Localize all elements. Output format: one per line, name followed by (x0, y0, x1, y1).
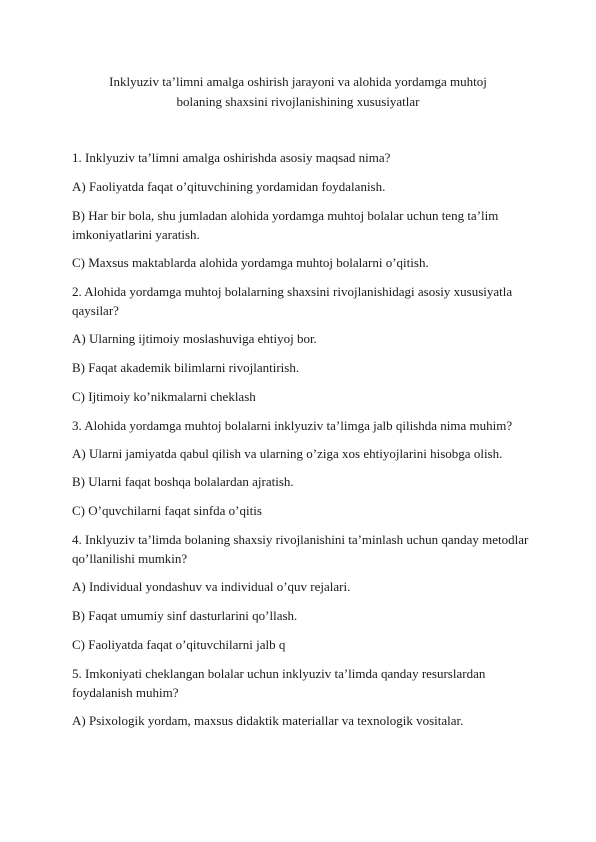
answer-1a: A) Faoliyatda faqat o’qituvchining yordamidan foydalanish. (72, 179, 386, 194)
question-2: 2. Alohida yordamga muhtoj bolalarning shaxsini rivojlanishidagi asosiy xususiyatla qaysilar? (72, 284, 513, 318)
question-5: 5. Imkoniyati cheklangan bolalar uchun inklyuziv ta’limda qanday resurslardan foydalanish muhim? (72, 666, 486, 700)
answer-3c: C) O’quvchilarni faqat sinfda o’qitis (72, 503, 262, 518)
answer-1c: C) Maxsus maktablarda alohida yordamga muhtoj bolalarni o’qitish. (72, 255, 429, 270)
title-line-1: Inklyuziv ta’limni amalga oshirish jarayoni va alohida yordamga muhtoj (109, 74, 487, 89)
title-line-2: bolaning shaxsini rivojlanishining xususiyatlar (176, 94, 420, 109)
answer-2a: A) Ularning ijtimoiy moslashuviga ehtiyoj bor. (72, 331, 317, 346)
answer-3a: A) Ularni jamiyatda qabul qilish va ularning o’ziga xos ehtiyojlarini hisobga olish. (72, 446, 503, 461)
answer-3b: B) Ularni faqat boshqa bolalardan ajratish. (72, 474, 294, 489)
answer-4c: C) Faoliyatda faqat o’qituvchilarni jalb q (72, 637, 286, 652)
answer-4a: A) Individual yondashuv va individual o’quv rejalari. (72, 579, 351, 594)
question-list (72, 148, 532, 740)
question-3: 3. Alohida yordamga muhtoj bolalarni inklyuziv ta’limga jalb qilishda nima muhim? (72, 418, 513, 433)
answer-2c: C) Ijtimoiy ko’nikmalarni cheklash (72, 389, 256, 404)
question-4: 4. Inklyuziv ta’limda bolaning shaxsiy rivojlanishini ta’minlash uchun qanday metodlar qo’llanilishi mumkin? (72, 532, 529, 566)
answer-2b: B) Faqat akademik bilimlarni rivojlantirish. (72, 360, 300, 375)
question-1: 1. Inklyuziv ta’limni amalga oshirishda asosiy maqsad nima? (72, 150, 391, 165)
answer-5a: A) Psixologik yordam, maxsus didaktik materiallar va texnologik vositalar. (72, 713, 464, 728)
answer-4b: B) Faqat umumiy sinf dasturlarini qo’llash. (72, 608, 298, 623)
document-title (70, 72, 526, 112)
answer-1b: B) Har bir bola, shu jumladan alohida yordamga muhtoj bolalar uchun teng ta’lim imkoniyatlarini yaratish. (72, 208, 499, 242)
